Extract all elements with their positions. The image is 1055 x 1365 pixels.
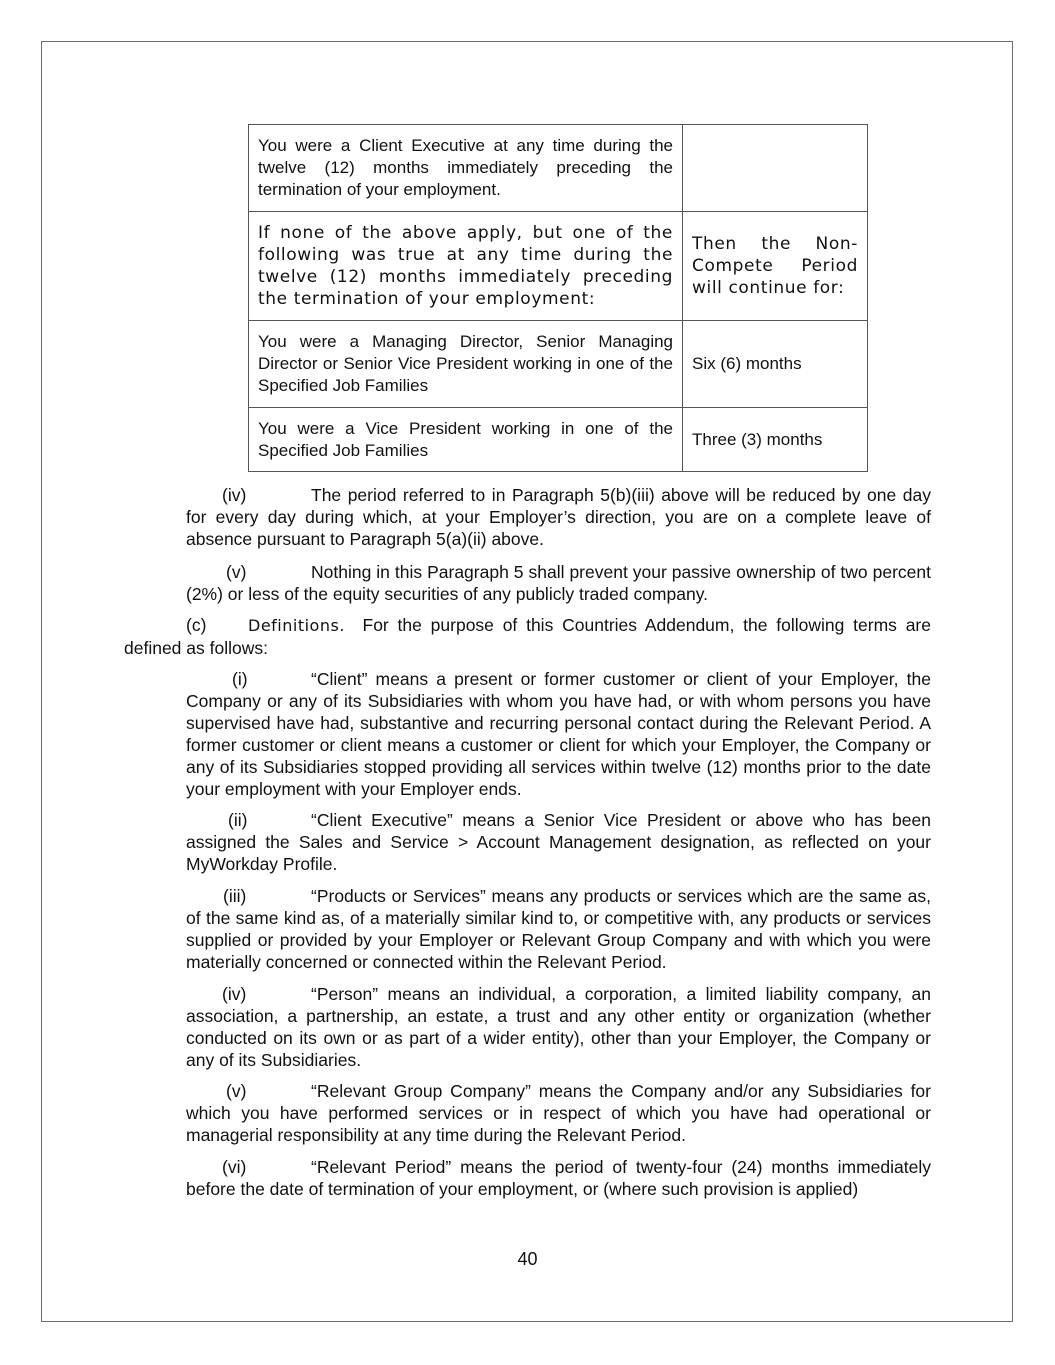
table-cell-duration: Three (3) months	[683, 408, 868, 472]
definition-vi	[186, 1156, 931, 1200]
table-row	[249, 408, 868, 472]
definition-v	[186, 1080, 931, 1146]
table-cell-duration: Then the Non-Compete Period will continue for:	[683, 212, 868, 321]
definition-label: (iii)	[223, 886, 247, 906]
table-cell-condition: If none of the above apply, but one of the following was true at any time during the twelve (12) months immediately preceding the termination of your employment:	[249, 212, 683, 321]
paragraph-text: The period referred to in Paragraph 5(b)(iii) above will be reduced by one day for every day during which, at your Employer’s direction, you are on a complete leave of absence pursuant to Paragraph 5(a)(ii) above.	[186, 485, 931, 549]
definition-i	[186, 668, 931, 800]
definition-label: (iv)	[222, 984, 247, 1004]
paragraph-c-definitions	[124, 614, 931, 659]
table-row	[249, 321, 868, 408]
table-cell-condition: You were a Managing Director, Senior Managing Director or Senior Vice President working in one of the Specified Job Families	[249, 321, 683, 408]
table-row	[249, 212, 868, 321]
table-cell-duration	[683, 125, 868, 212]
definition-text: “Relevant Group Company” means the Company and/or any Subsidiaries for which you have performed services or in respect of which you have had operational or managerial responsibility at any time during the Relevant Period.	[186, 1081, 931, 1145]
definition-text: “Client” means a present or former customer or client of your Employer, the Company or any of its Subsidiaries with whom you have had, or with whom persons you have supervised have had, substantive and recurring personal contact during the Relevant Period. A former customer or client means a customer or client for which your Employer, the Company or any of its Subsidiaries stopped providing all services within twelve (12) months prior to the date your employment with your Employer ends.	[186, 669, 931, 799]
section-heading: Definitions.	[248, 616, 345, 635]
definition-label: (i)	[232, 669, 248, 689]
definition-iii	[186, 885, 931, 973]
page-number: 40	[517, 1249, 538, 1269]
paragraph-iv	[186, 484, 931, 550]
definition-ii	[186, 809, 931, 875]
paragraph-label: (v)	[226, 562, 247, 582]
paragraph-text: For the purpose of this Countries Addendum, the following terms are defined as follows:	[124, 615, 931, 658]
table-cell-condition: You were a Client Executive at any time during the twelve (12) months immediately preceding the termination of your employment.	[249, 125, 683, 212]
paragraph-text: Nothing in this Paragraph 5 shall prevent your passive ownership of two percent (2%) or less of the equity securities of any publicly traded company.	[186, 562, 931, 604]
definition-label: (vi)	[222, 1157, 247, 1177]
definition-label: (v)	[226, 1081, 247, 1101]
definition-text: “Client Executive” means a Senior Vice President or above who has been assigned the Sales and Service > Account Management designation, as reflected on your MyWorkday Profile.	[186, 810, 931, 874]
definition-iv	[186, 983, 931, 1071]
definition-text: “Person” means an individual, a corporation, a limited liability company, an association, a partnership, an estate, a trust and any other entity or organization (whether conducted on its own or as part of a wider entity), other than your Employer, the Company or any of its Subsidiaries.	[186, 984, 931, 1070]
table-cell-condition: You were a Vice President working in one of the Specified Job Families	[249, 408, 683, 472]
paragraph-label: (c)	[186, 615, 207, 635]
non-compete-table	[248, 124, 868, 472]
paragraph-v	[186, 561, 931, 605]
paragraph-label: (iv)	[222, 485, 247, 505]
definition-label: (ii)	[228, 810, 248, 830]
table-row	[249, 125, 868, 212]
definition-text: “Relevant Period” means the period of twenty-four (24) months immediately before the date of termination of your employment, or (where such provision is applied)	[186, 1157, 931, 1199]
table-cell-duration: Six (6) months	[683, 321, 868, 408]
definition-text: “Products or Services” means any products or services which are the same as, of the same kind as, of a materially similar kind to, or competitive with, any products or services supplied or provided by your Employer or Relevant Group Company and with which you were materially concerned or connected within the Relevant Period.	[186, 886, 931, 972]
